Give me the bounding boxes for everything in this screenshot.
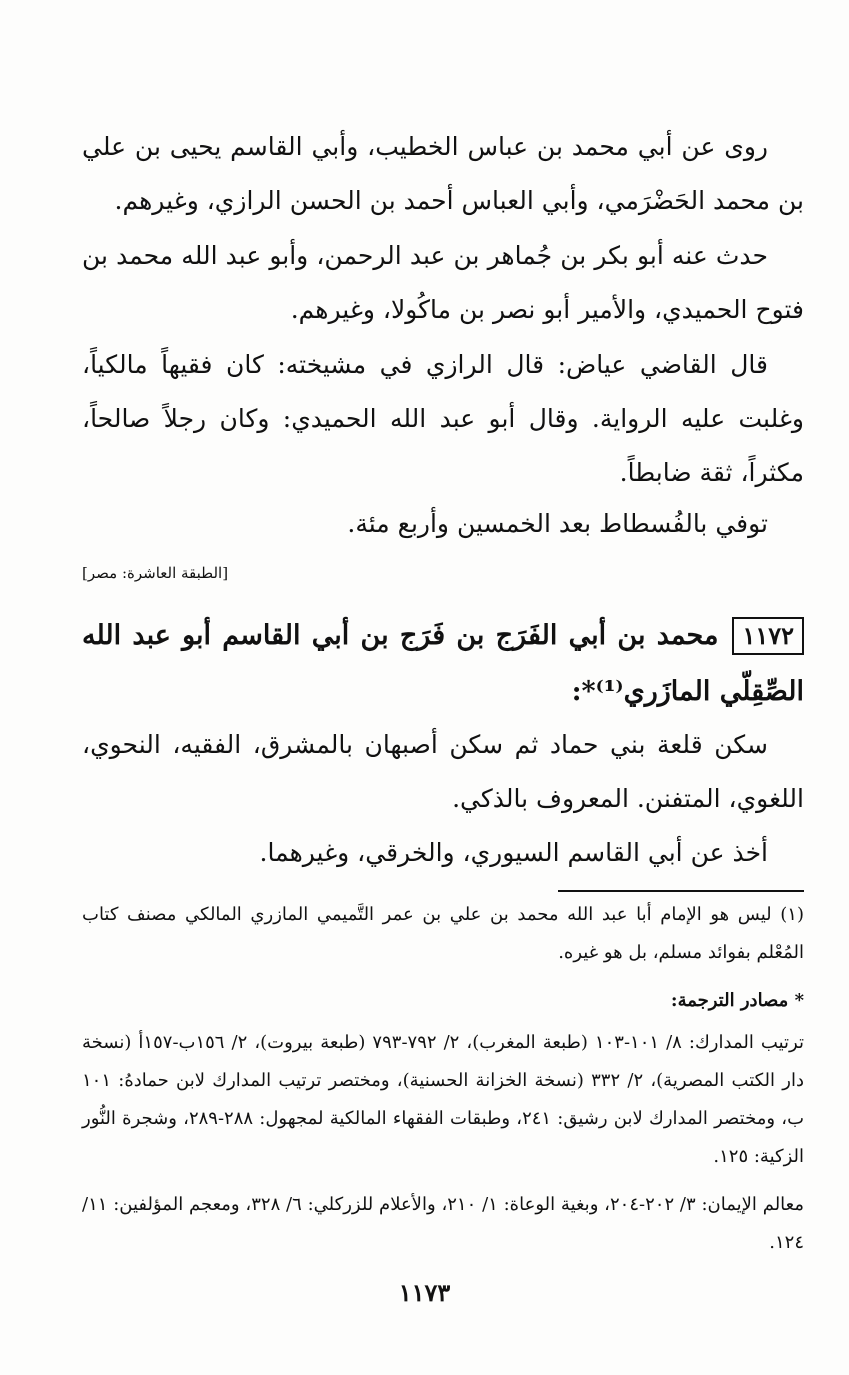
footnote-text: (١) ليس هو الإمام أبا عبد الله محمد بن علي بن عمر التَّميمي المازري المالكي مصنف كتاب المُعْلم بفوائد مسلم، بل هو غيره. <box>82 904 804 963</box>
sources-text: ترتيب المدارك: ٨/ ١٠١-١٠٣ (طبعة المغرب)، ٢/ ٧٩٢-٧٩٣ (طبعة بيروت)، ٢/ ١٥٦ب-١٥٧أ (نسخة دار الكتب المصرية)، ٢/ ٣٣٢ (نسخة الخزانة الحسنية)، ومختصر ترتيب المدارك لابن حمادهُ: ١٠١ ب، ومختصر المدارك لابن رشيق: ٢٤١، وطبقات الفقهاء المالكية لمجهول: ٢٨٨-٢٨٩، وشجرة النُّور الزكية: ١٢٥. <box>82 1032 805 1167</box>
paragraph-qadi-iyad <box>82 338 804 500</box>
sources-text: معالم الإيمان: ٣/ ٢٠٢-٢٠٤، وبغية الوعاة: ١/ ٢١٠، والأعلام للزركلي: ٦/ ٣٢٨، ومعجم المؤلفين: ١١/ ١٢٤. <box>82 1194 804 1253</box>
section-tag-text: [الطبقة العاشرة: مصر] <box>82 564 229 582</box>
entry-heading-marks: ⁽¹⁾*: <box>571 676 624 707</box>
entry-number-box: ١١٧٢ <box>732 617 804 655</box>
entry-heading-text: محمد بن أبي الفَرَج بن فَرَج بن أبي القاسم أبو عبد الله الصِّقِلّي المازَري <box>82 620 804 707</box>
paragraph-text: أخذ عن أبي القاسم السيوري، والخرقي، وغيرهما. <box>259 838 768 867</box>
page-number: ١١٧٣ <box>398 1278 451 1307</box>
paragraph-text: روى عن أبي محمد بن عباس الخطيب، وأبي القاسم يحيى بن علي بن محمد الحَضْرَمي، وأبي العباس أحمد بن الحسن الرازي، وغيرهم. <box>82 132 804 215</box>
footnote-1 <box>82 896 804 972</box>
paragraph-residence <box>82 718 804 826</box>
paragraph-narrated-from <box>82 120 804 228</box>
paragraph-text: توفي بالفُسطاط بعد الخمسين وأربع مئة. <box>347 509 768 538</box>
footnote-divider <box>558 890 804 892</box>
section-tag <box>82 561 804 585</box>
sources-heading <box>82 982 804 1020</box>
paragraph-text: قال القاضي عياض: قال الرازي في مشيخته: كان فقيهاً مالكياً، وغلبت عليه الرواية. وقال أبو عبد الله الحميدي: وكان رجلاً صالحاً، مكثراً، ثقة ضابطاً. <box>82 350 804 487</box>
paragraph-death <box>82 497 804 551</box>
paragraph-narrated-by <box>82 229 804 337</box>
paragraph-text: حدث عنه أبو بكر بن جُماهر بن عبد الرحمن، وأبو عبد الله محمد بن فتوح الحميدي، والأمير أبو نصر بن ماكُولا، وغيرهم. <box>82 241 804 324</box>
paragraph-teachers <box>82 826 804 880</box>
sources-heading-text: * مصادر الترجمة: <box>670 990 804 1011</box>
paragraph-text: سكن قلعة بني حماد ثم سكن أصبهان بالمشرق، الفقيه، النحوي، اللغوي، المتفنن. المعروف بالذكي. <box>82 730 804 813</box>
entry-heading <box>82 608 804 720</box>
sources-paragraph-1 <box>82 1024 804 1176</box>
sources-paragraph-2 <box>82 1186 804 1262</box>
